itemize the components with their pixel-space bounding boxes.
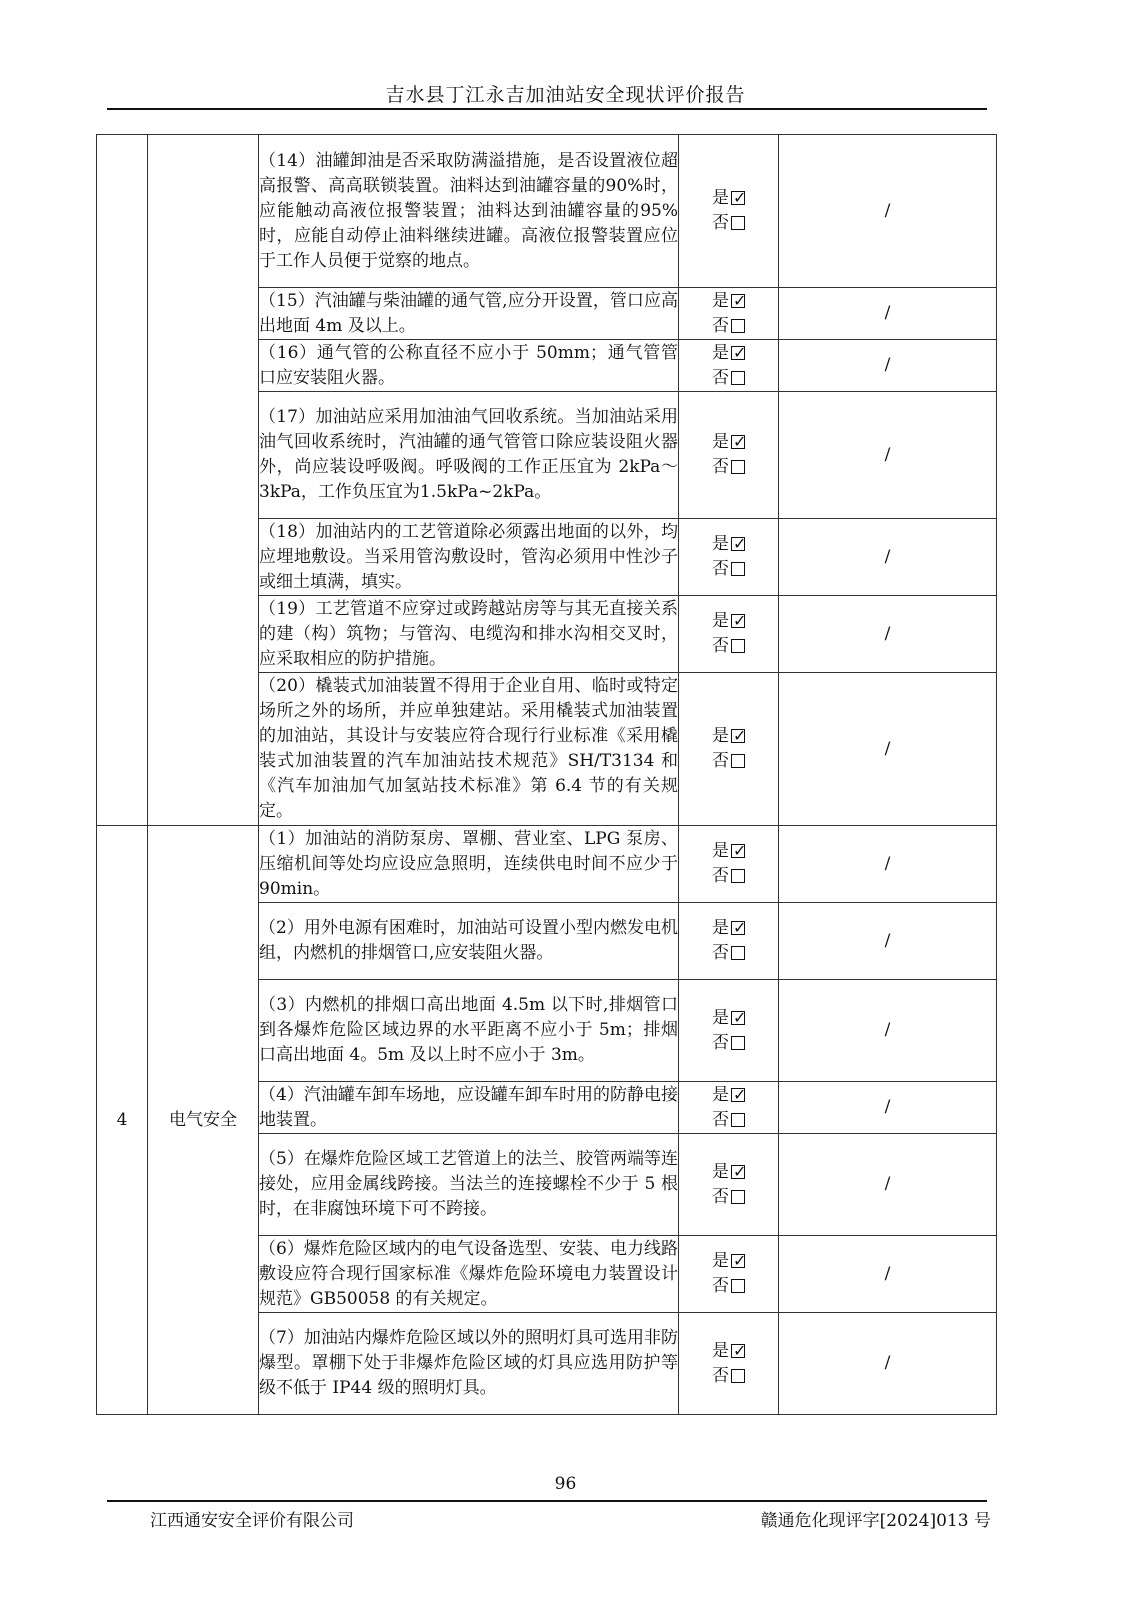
check-item-content: （15）汽油罐与柴油罐的通气管,应分开设置，管口应高出地面 4m 及以上。 [259, 288, 679, 340]
no-checkbox-icon[interactable] [731, 1279, 745, 1293]
check-item-content: （7）加油站内爆炸危险区域以外的照明灯具可选用非防爆型。罩棚下处于非爆炸危险区域的灯具应选用防护等级不低于 IP44 级的照明灯具。 [259, 1313, 679, 1415]
remark-cell: / [779, 1082, 997, 1134]
option-yes [679, 1339, 778, 1364]
compliance-options [679, 288, 779, 340]
option-yes [679, 1083, 778, 1108]
option-yes-label: 是 [712, 290, 729, 311]
check-item-content: （16）通气管的公称直径不应小于 50mm；通气管管口应安装阻火器。 [259, 340, 679, 392]
compliance-options [679, 673, 779, 826]
option-yes-label: 是 [712, 432, 729, 452]
remark-cell: / [779, 1313, 997, 1415]
option-no-label: 否 [712, 751, 729, 771]
option-yes-label: 是 [712, 1251, 729, 1271]
item-category [148, 135, 259, 826]
page-header-title: 吉水县丁江永吉加油站安全现状评价报告 [385, 84, 746, 106]
header-divider [107, 108, 987, 110]
option-no [679, 941, 778, 966]
no-checkbox-icon[interactable] [731, 1113, 745, 1127]
check-item-content: （6）爆炸危险区域内的电气设备选型、安装、电力线路敷设应符合现行国家标准《爆炸危险环境电力装置设计规范》GB50058 的有关规定。 [259, 1236, 679, 1313]
no-checkbox-icon[interactable] [731, 319, 745, 333]
option-yes-label: 是 [712, 726, 729, 746]
compliance-options [679, 340, 779, 392]
option-yes-label: 是 [712, 841, 729, 861]
compliance-options [679, 1236, 779, 1313]
footer-divider [107, 1500, 987, 1502]
checklist-body [97, 135, 997, 1415]
no-checkbox-icon[interactable] [731, 216, 745, 230]
option-no [679, 1274, 778, 1299]
remark-cell: / [779, 288, 997, 340]
no-checkbox-icon[interactable] [731, 1036, 745, 1050]
yes-checkbox-icon[interactable] [731, 294, 745, 308]
option-no-label: 否 [712, 1186, 729, 1207]
check-item-content: （20）橇装式加油装置不得用于企业自用、临时或特定场所之外的场所，并应单独建站。采用橇装式加油装置的加油站，其设计与安装应符合现行行业标准《采用橇装式加油装置的汽车加油站技术规范》SH/T3134 和《汽车加油加气加氢站技术标准》第 6.4 节的有关规定。 [259, 673, 679, 826]
option-no-label: 否 [712, 943, 729, 963]
no-checkbox-icon[interactable] [731, 754, 745, 768]
footer-doc-code: 赣通危化现评字[2024]013 号 [760, 1511, 991, 1531]
option-yes [679, 916, 778, 941]
compliance-options [679, 596, 779, 673]
remark-cell: / [779, 980, 997, 1082]
table-row [97, 826, 997, 903]
check-item-content: （2）用外电源有困难时，加油站可设置小型内燃发电机组，内燃机的排烟管口,应安装阻火器。 [259, 903, 679, 980]
option-no [679, 1364, 778, 1389]
remark-cell: / [779, 1134, 997, 1236]
option-yes [679, 1249, 778, 1274]
yes-checkbox-icon[interactable] [731, 729, 745, 743]
compliance-options [679, 980, 779, 1082]
compliance-options [679, 1082, 779, 1134]
yes-checkbox-icon[interactable] [731, 191, 745, 205]
option-no-label: 否 [712, 559, 729, 579]
option-yes [679, 430, 778, 455]
option-yes [679, 609, 778, 634]
option-yes-label: 是 [712, 534, 729, 554]
option-no-label: 否 [712, 367, 729, 388]
option-yes [679, 341, 778, 366]
no-checkbox-icon[interactable] [731, 562, 745, 576]
compliance-options [679, 135, 779, 288]
option-yes [679, 839, 778, 864]
option-no [679, 314, 778, 339]
option-yes-label: 是 [712, 611, 729, 631]
item-number: 4 [97, 826, 148, 1415]
check-item-content: （18）加油站内的工艺管道除必须露出地面的以外，均应埋地敷设。当采用管沟敷设时，管沟必须用中性沙子或细土填满，填实。 [259, 519, 679, 596]
no-checkbox-icon[interactable] [731, 869, 745, 883]
no-checkbox-icon[interactable] [731, 1369, 745, 1383]
option-yes-label: 是 [712, 342, 729, 363]
table-row [97, 135, 997, 288]
option-yes-label: 是 [712, 1340, 729, 1361]
check-item-content: （17）加油站应采用加油油气回收系统。当加油站采用油气回收系统时，汽油罐的通气管管口除应装设阻火器外，尚应装设呼吸阀。呼吸阀的工作正压宜为 2kPa～3kPa，工作负压宜为1.5kPa~2kPa。 [259, 392, 679, 519]
no-checkbox-icon[interactable] [731, 1190, 745, 1204]
option-yes-label: 是 [712, 1007, 729, 1028]
yes-checkbox-icon[interactable] [731, 1165, 745, 1179]
remark-cell: / [779, 392, 997, 519]
option-yes [679, 186, 778, 211]
option-no [679, 557, 778, 582]
option-no [679, 634, 778, 659]
option-yes-label: 是 [712, 1084, 729, 1105]
item-category: 电气安全 [148, 826, 259, 1415]
yes-checkbox-icon[interactable] [731, 844, 745, 858]
option-no [679, 211, 778, 236]
option-no [679, 749, 778, 774]
option-no [679, 1185, 778, 1210]
option-no-label: 否 [712, 457, 729, 477]
option-no-label: 否 [712, 1109, 729, 1130]
compliance-options [679, 1313, 779, 1415]
item-number [97, 135, 148, 826]
remark-cell: / [779, 826, 997, 903]
option-yes-label: 是 [712, 188, 729, 208]
yes-checkbox-icon[interactable] [731, 1088, 745, 1102]
option-yes [679, 532, 778, 557]
option-no-label: 否 [712, 1365, 729, 1386]
no-checkbox-icon[interactable] [731, 946, 745, 960]
yes-checkbox-icon[interactable] [731, 1254, 745, 1268]
yes-checkbox-icon[interactable] [731, 537, 745, 551]
yes-checkbox-icon[interactable] [731, 921, 745, 935]
check-item-content: （4）汽油罐车卸车场地，应设罐车卸车时用的防静电接地装置。 [259, 1082, 679, 1134]
option-no [679, 1031, 778, 1056]
option-yes-label: 是 [712, 1161, 729, 1182]
option-no [679, 366, 778, 391]
remark-cell: / [779, 340, 997, 392]
option-no-label: 否 [712, 315, 729, 336]
option-yes [679, 724, 778, 749]
check-item-content: （14）油罐卸油是否采取防满溢措施，是否设置液位超高报警、高高联锁装置。油料达到油罐容量的90%时，应能触动高液位报警装置；油料达到油罐容量的95%时，应能自动停止油料继续进罐。高液位报警装置应位于工作人员便于觉察的地点。 [259, 135, 679, 288]
remark-cell: / [779, 519, 997, 596]
option-no-label: 否 [712, 866, 729, 886]
yes-checkbox-icon[interactable] [731, 614, 745, 628]
remark-cell: / [779, 135, 997, 288]
compliance-options [679, 392, 779, 519]
remark-cell: / [779, 596, 997, 673]
yes-checkbox-icon[interactable] [731, 346, 745, 360]
check-item-content: （1）加油站的消防泵房、罩棚、营业室、LPG 泵房、压缩机间等处均应设应急照明，连续供电时间不应少于 90min。 [259, 826, 679, 903]
no-checkbox-icon[interactable] [731, 460, 745, 474]
yes-checkbox-icon[interactable] [731, 435, 745, 449]
page-number: 96 [554, 1474, 577, 1494]
compliance-options [679, 519, 779, 596]
option-no-label: 否 [712, 213, 729, 233]
option-no-label: 否 [712, 636, 729, 656]
compliance-options [679, 1134, 779, 1236]
check-item-content: （3）内燃机的排烟口高出地面 4.5m 以下时,排烟管口到各爆炸危险区域边界的水平距离不应小于 5m；排烟口高出地面 4。5m 及以上时不应小于 3m。 [259, 980, 679, 1082]
option-no [679, 1108, 778, 1133]
checklist-table [96, 134, 997, 1415]
option-no [679, 455, 778, 480]
remark-cell: / [779, 673, 997, 826]
yes-checkbox-icon[interactable] [731, 1011, 745, 1025]
check-item-content: （5）在爆炸危险区域工艺管道上的法兰、胶管两端等连接处，应用金属线跨接。当法兰的连接螺栓不少于 5 根时，在非腐蚀环境下可不跨接。 [259, 1134, 679, 1236]
no-checkbox-icon[interactable] [731, 639, 745, 653]
check-item-content: （19）工艺管道不应穿过或跨越站房等与其无直接关系的建（构）筑物；与管沟、电缆沟和排水沟相交叉时，应采取相应的防护措施。 [259, 596, 679, 673]
option-yes [679, 289, 778, 314]
footer-company: 江西通安安全评价有限公司 [150, 1511, 354, 1531]
remark-cell: / [779, 903, 997, 980]
option-no-label: 否 [712, 1276, 729, 1296]
remark-cell: / [779, 1236, 997, 1313]
no-checkbox-icon[interactable] [731, 371, 745, 385]
option-yes [679, 1006, 778, 1031]
option-no-label: 否 [712, 1032, 729, 1053]
option-yes [679, 1160, 778, 1185]
compliance-options [679, 826, 779, 903]
compliance-options [679, 903, 779, 980]
yes-checkbox-icon[interactable] [731, 1344, 745, 1358]
option-no [679, 864, 778, 889]
option-yes-label: 是 [712, 918, 729, 938]
